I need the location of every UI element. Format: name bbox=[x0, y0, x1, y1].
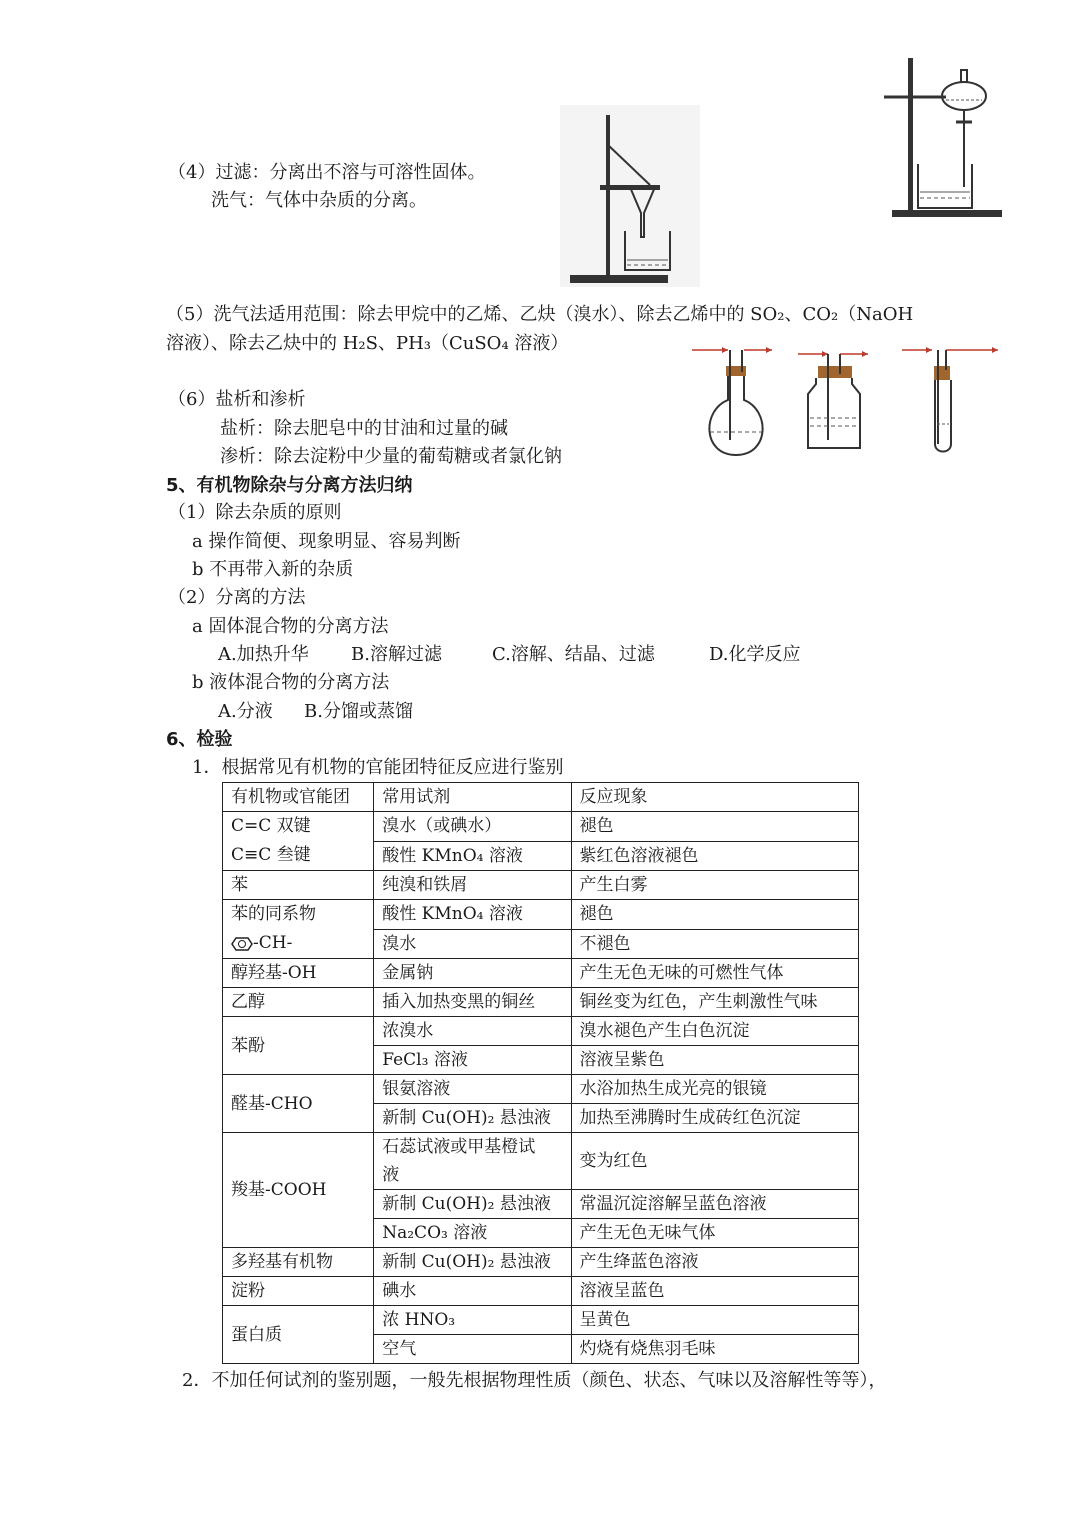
table-cell: 溴水 bbox=[374, 929, 571, 959]
solid-method-b: B.溶解过滤 bbox=[351, 644, 442, 665]
table-cell: 插入加热变黑的铜丝 bbox=[374, 988, 571, 1017]
table-cell: 褪色 bbox=[571, 900, 858, 930]
salting-dialysis-title: （6）盐析和渗析 bbox=[168, 389, 306, 410]
table-row bbox=[223, 812, 859, 842]
section5-heading: 5、有机物除杂与分离方法归纳 bbox=[166, 475, 413, 496]
identification-item-2: 2．不加任何试剂的鉴别题，一般先根据物理性质（颜色、状态、气味以及溶解性等等）， bbox=[182, 1370, 887, 1391]
filtration-apparatus-figure bbox=[560, 105, 700, 287]
methods-heading: （2）分离的方法 bbox=[168, 587, 306, 608]
homolog-label: 苯的同系物 bbox=[231, 904, 316, 924]
gaswash-scope-line-1: （5）洗气法适用范围：除去甲烷中的乙烯、乙炔（溴水）、除去乙烯中的 SO₂、CO₂（NaOH bbox=[166, 304, 914, 325]
table-cell: 呈黄色 bbox=[571, 1306, 858, 1335]
table-row bbox=[223, 1306, 859, 1335]
header-cell: 有机物或官能团 bbox=[223, 783, 374, 812]
solid-method-c: C.溶解、结晶、过滤 bbox=[492, 644, 655, 665]
separatory-funnel-figure bbox=[876, 52, 1012, 222]
table-cell: 常温沉淀溶解呈蓝色溶液 bbox=[571, 1190, 858, 1219]
header-cell: 反应现象 bbox=[571, 783, 858, 812]
litmus-reagent-line-2: 液 bbox=[382, 1165, 400, 1185]
table-cell: 新制 Cu(OH)₂ 悬浊液 bbox=[374, 1248, 571, 1277]
table-cell: Na₂CO₃ 溶液 bbox=[374, 1219, 571, 1248]
filter-line: （4）过滤：分离出不溶与可溶性固体。 bbox=[168, 162, 486, 183]
table-cell: 碘水 bbox=[374, 1277, 571, 1306]
cc-double-label: C=C 双键 bbox=[231, 816, 311, 836]
table-cell: 新制 Cu(OH)₂ 悬浊液 bbox=[374, 1190, 571, 1219]
table-cell: 变为红色 bbox=[571, 1133, 858, 1190]
table-cell: 酸性 KMnO₄ 溶液 bbox=[374, 841, 571, 871]
table-cell: 浓溴水 bbox=[374, 1017, 571, 1046]
table-cell: 灼烧有烧焦羽毛味 bbox=[571, 1335, 858, 1364]
gaswash-line: 洗气：气体中杂质的分离。 bbox=[211, 190, 427, 211]
table-cell: 浓 HNO₃ bbox=[374, 1306, 571, 1335]
solid-method-a: A.加热升华 bbox=[218, 644, 309, 665]
benzene-ring-icon bbox=[231, 936, 253, 952]
table-row bbox=[223, 1075, 859, 1104]
table-cell: 银氨溶液 bbox=[374, 1075, 571, 1104]
table-cell: 乙醇 bbox=[223, 988, 374, 1017]
table-cell: 产生无色无味气体 bbox=[571, 1219, 858, 1248]
table-cell: 褪色 bbox=[571, 812, 858, 842]
liquid-methods-heading: b 液体混合物的分离方法 bbox=[192, 672, 390, 693]
homolog-formula: -CH- bbox=[253, 933, 293, 953]
table-cell: 铜丝变为红色，产生刺激性气味 bbox=[571, 988, 858, 1017]
homolog-formula-wrap bbox=[231, 929, 365, 958]
salting-line: 盐析：除去肥皂中的甘油和过量的碱 bbox=[220, 418, 508, 439]
identification-table bbox=[222, 782, 859, 1364]
solid-method-d: D.化学反应 bbox=[709, 644, 801, 665]
section6-heading: 6、检验 bbox=[166, 729, 233, 750]
table-row bbox=[223, 959, 859, 988]
table-row bbox=[223, 900, 859, 930]
cc-triple-label: C≡C 叁键 bbox=[231, 845, 311, 865]
table-row bbox=[223, 1277, 859, 1306]
table-cell: 醇羟基-OH bbox=[223, 959, 374, 988]
table-cell: 纯溴和铁屑 bbox=[374, 871, 571, 900]
table-cell: 淀粉 bbox=[223, 1277, 374, 1306]
liquid-method-a: A.分液 bbox=[218, 701, 273, 722]
table-cell: FeCl₃ 溶液 bbox=[374, 1046, 571, 1075]
table-cell: 溶液呈蓝色 bbox=[571, 1277, 858, 1306]
table-cell: 新制 Cu(OH)₂ 悬浊液 bbox=[374, 1104, 571, 1133]
table-cell: 金属钠 bbox=[374, 959, 571, 988]
table-cell: 加热至沸腾时生成砖红色沉淀 bbox=[571, 1104, 858, 1133]
principle-heading: （1）除去杂质的原则 bbox=[168, 502, 342, 523]
table-row bbox=[223, 1248, 859, 1277]
table-header-row bbox=[223, 783, 859, 812]
table-cell: 溶液呈紫色 bbox=[571, 1046, 858, 1075]
litmus-reagent-line-1: 石蕊试液或甲基橙试 bbox=[382, 1137, 536, 1157]
table-cell: 溴水褪色产生白色沉淀 bbox=[571, 1017, 858, 1046]
table-cell: 不褪色 bbox=[571, 929, 858, 959]
solid-methods-heading: a 固体混合物的分离方法 bbox=[192, 616, 389, 637]
liquid-method-b: B.分馏或蒸馏 bbox=[304, 701, 413, 722]
table-cell: 空气 bbox=[374, 1335, 571, 1364]
table-cell: 溴水（或碘水） bbox=[374, 812, 571, 842]
table-row bbox=[223, 1017, 859, 1046]
table-cell: 醛基-CHO bbox=[223, 1075, 374, 1133]
header-cell: 常用试剂 bbox=[374, 783, 571, 812]
table-cell: 紫红色溶液褪色 bbox=[571, 841, 858, 871]
table-cell: 苯 bbox=[223, 871, 374, 900]
gaswash-scope-line-2: 溶液）、除去乙炔中的 H₂S、PH₃（CuSO₄ 溶液） bbox=[166, 333, 569, 354]
table-cell bbox=[223, 812, 374, 871]
table-row bbox=[223, 1133, 859, 1190]
identification-item-1: 1．根据常见有机物的官能团特征反应进行鉴别 bbox=[192, 757, 564, 778]
table-cell bbox=[374, 1133, 571, 1190]
table-cell: 产生绛蓝色溶液 bbox=[571, 1248, 858, 1277]
table-cell: 酸性 KMnO₄ 溶液 bbox=[374, 900, 571, 930]
principle-a: a 操作简便、现象明显、容易判断 bbox=[192, 531, 461, 552]
table-row bbox=[223, 871, 859, 900]
table-cell: 蛋白质 bbox=[223, 1306, 374, 1364]
table-cell: 产生白雾 bbox=[571, 871, 858, 900]
table-cell: 多羟基有机物 bbox=[223, 1248, 374, 1277]
dialysis-line: 渗析：除去淀粉中少量的葡萄糖或者氯化钠 bbox=[220, 446, 562, 467]
gas-washing-bottles-figure bbox=[692, 340, 1004, 458]
principle-b: b 不再带入新的杂质 bbox=[192, 559, 354, 580]
table-cell: 水浴加热生成光亮的银镜 bbox=[571, 1075, 858, 1104]
table-cell: 苯酚 bbox=[223, 1017, 374, 1075]
table-cell bbox=[223, 900, 374, 959]
table-cell: 产生无色无味的可燃性气体 bbox=[571, 959, 858, 988]
table-row bbox=[223, 988, 859, 1017]
table-cell: 羧基-COOH bbox=[223, 1133, 374, 1248]
